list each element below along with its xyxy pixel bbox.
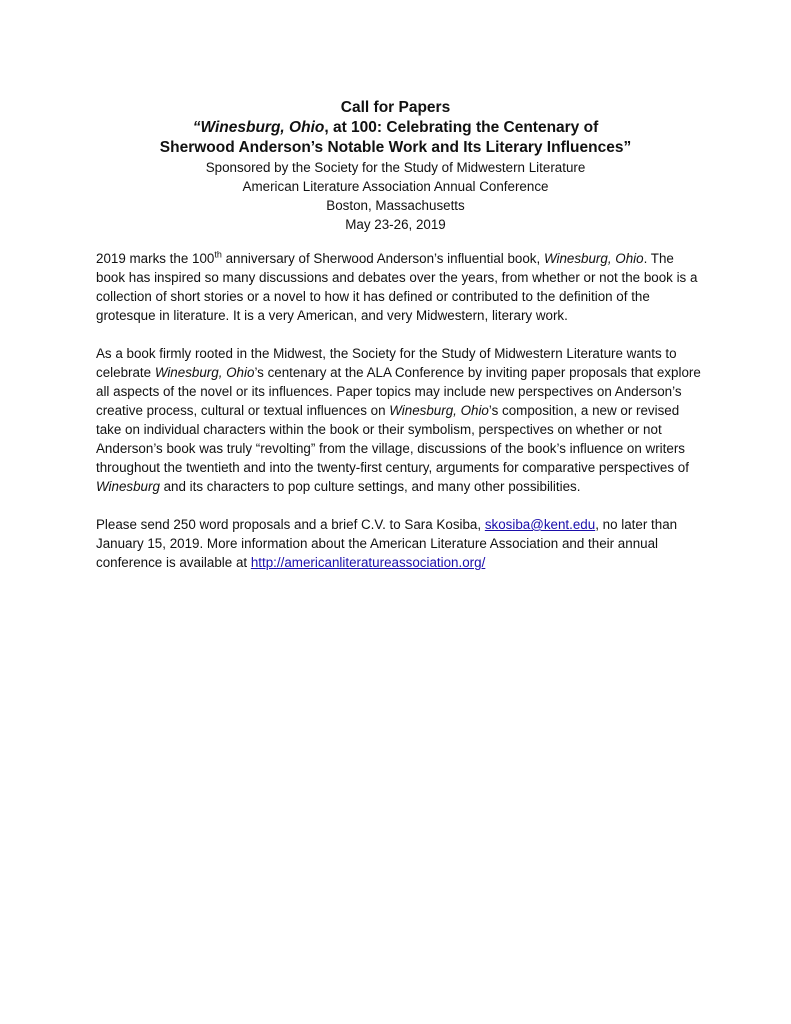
document-header: [0, 98, 791, 234]
text-run: , no later than January 15, 2019. More information about the American Literature Association and their annual conference is available at: [96, 517, 678, 570]
document-title: Call for Papers: [340, 99, 451, 116]
text-run: and its characters to pop culture settings, and many other possibilities.: [159, 479, 581, 494]
paragraph-intro: [96, 249, 706, 325]
email-link[interactable]: skosiba@kent.edu: [484, 517, 596, 532]
document-subtitle: [0, 118, 791, 138]
book-title-italic: Winesburg, Ohio: [543, 251, 644, 266]
book-title-italic: Winesburg, Ohio: [154, 365, 255, 380]
book-title-italic: Winesburg: [96, 479, 160, 494]
text-run: ’s composition, a new or revised take on individual characters within the book or their symbolism, perspectives on whether or not Anderson’s book was truly “revolting” from the village, discussions of the book’s influence on writers throughout the twentieth and into the twenty-first century, arguments for comparative perspectives of: [96, 403, 689, 475]
conference-line: American Literature Association Annual Conference: [242, 179, 549, 194]
paragraph-topics: [96, 344, 706, 496]
website-link[interactable]: http://americanliteratureassociation.org/: [250, 555, 486, 570]
document-subtitle-line2: Sherwood Anderson’s Notable Work and Its Literary Influences”: [159, 139, 632, 156]
text-run: 2019 marks the 100: [96, 251, 215, 266]
dates-line: May 23-26, 2019: [345, 217, 446, 232]
paragraph-submission: [96, 515, 706, 572]
book-title-italic: Winesburg, Ohio: [389, 403, 489, 418]
document-body: [96, 249, 706, 591]
ordinal-superscript: th: [214, 249, 222, 260]
text-run: anniversary of Sherwood Anderson’s influential book,: [221, 251, 544, 266]
text-run: . The book has inspired so many discussions and debates over the years, from whether or not the book is a collection of short stories or a novel to how it has defined or contributed to the definition of the grotesque in literature. It is a very American, and very Midwestern, literary work.: [96, 251, 698, 323]
text-run: ’s centenary at the ALA Conference by inviting paper proposals that explore all aspects of the novel or its influences. Paper topics may include new perspectives on Anderson’s creative process, cultural or textual influences on: [96, 365, 701, 418]
location-line: Boston, Massachusetts: [326, 198, 465, 213]
sponsor-line: Sponsored by the Society for the Study of Midwestern Literature: [205, 160, 586, 175]
text-run: As a book firmly rooted in the Midwest, the Society for the Study of Midwestern Literature wants to celebrate: [96, 346, 677, 380]
text-run: Please send 250 word proposals and a brief C.V. to Sara Kosiba,: [96, 517, 485, 532]
subtitle-text: , at 100: Celebrating the Centenary of: [324, 119, 599, 136]
book-title-italic: “Winesburg, Ohio: [192, 119, 325, 136]
